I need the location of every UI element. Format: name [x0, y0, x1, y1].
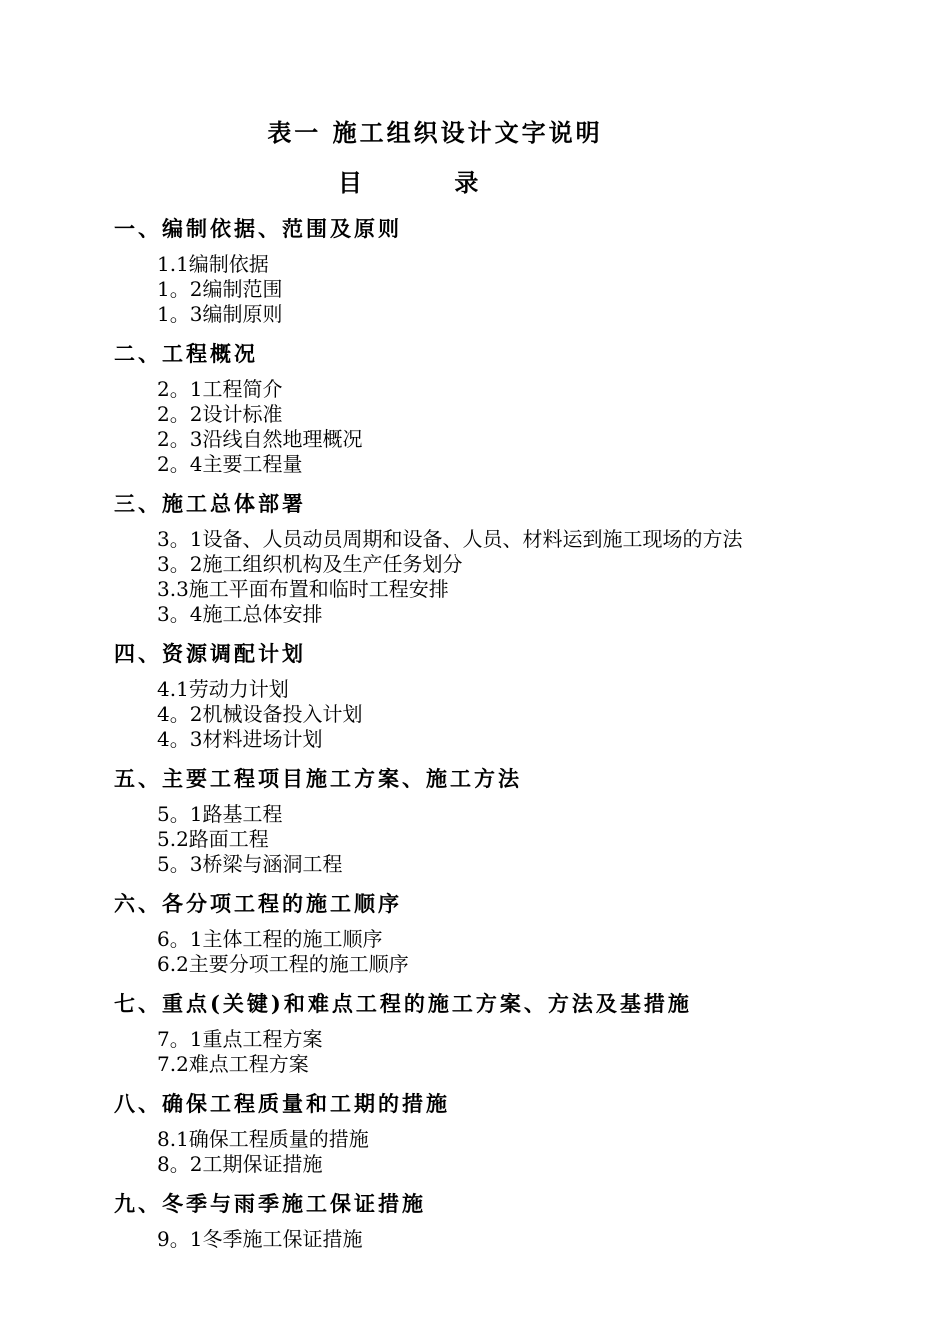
- toc-item: 2。2设计标准: [157, 402, 283, 426]
- toc-item: 3。2施工组织机构及生产任务划分: [157, 552, 463, 576]
- section-title: 八、确保工程质量和工期的措施: [114, 1091, 450, 1116]
- section-title: 四、资源调配计划: [114, 641, 306, 666]
- toc-item: 9。1冬季施工保证措施: [157, 1227, 363, 1251]
- toc-section: [114, 887, 934, 987]
- toc-item: 3。4施工总体安排: [157, 602, 323, 626]
- section-item-list: [114, 521, 934, 637]
- section-title: 五、主要工程项目施工方案、施工方法: [114, 766, 522, 791]
- toc-section: [114, 762, 934, 887]
- section-title: 九、冬季与雨季施工保证措施: [114, 1191, 426, 1216]
- section-item-list: [114, 671, 934, 762]
- section-title: 三、施工总体部署: [114, 491, 306, 516]
- toc-section: [114, 987, 934, 1087]
- toc-item: 4。3材料进场计划: [157, 727, 323, 751]
- section-item-list: [114, 246, 934, 337]
- section-title: 七、重点(关键)和难点工程的施工方案、方法及基措施: [114, 991, 692, 1016]
- toc-item: 7。1重点工程方案: [157, 1027, 323, 1051]
- toc-item: 7.2难点工程方案: [157, 1052, 309, 1076]
- toc-item: 4。2机械设备投入计划: [157, 702, 363, 726]
- toc-item: 8.1确保工程质量的措施: [157, 1127, 369, 1151]
- toc-section: [114, 337, 934, 487]
- toc-section: [114, 487, 934, 637]
- section-item-list: [114, 1121, 934, 1187]
- section-title: 六、各分项工程的施工顺序: [114, 891, 402, 916]
- section-item-list: [114, 371, 934, 487]
- toc-section: [114, 637, 934, 762]
- section-item-list: [114, 796, 934, 887]
- toc-item: 5。3桥梁与涵洞工程: [157, 852, 343, 876]
- toc-heading: 目 录: [338, 168, 521, 197]
- toc-item: 1.1编制依据: [157, 252, 269, 276]
- toc-item: 6。1主体工程的施工顺序: [157, 927, 383, 951]
- toc-section: [114, 212, 934, 337]
- toc-section: [114, 1087, 934, 1187]
- toc-item: 2。1工程简介: [157, 377, 283, 401]
- toc-item: 5.2路面工程: [157, 827, 269, 851]
- toc-item: 4.1劳动力计划: [157, 677, 289, 701]
- toc-sections: [114, 212, 934, 1262]
- document-title: 表一 施工组织设计文字说明: [267, 118, 603, 147]
- toc-item: 1。3编制原则: [157, 302, 283, 326]
- toc-item: 3。1设备、人员动员周期和设备、人员、材料运到施工现场的方法: [157, 527, 743, 551]
- toc-item: 6.2主要分项工程的施工顺序: [157, 952, 409, 976]
- section-title: 二、工程概况: [114, 341, 258, 366]
- toc-item: 1。2编制范围: [157, 277, 283, 301]
- toc-item: 5。1路基工程: [157, 802, 283, 826]
- toc-item: 2。4主要工程量: [157, 452, 303, 476]
- toc-item: 2。3沿线自然地理概况: [157, 427, 363, 451]
- toc-item: 8。2工期保证措施: [157, 1152, 323, 1176]
- section-item-list: [114, 1221, 934, 1262]
- toc-item: 3.3施工平面布置和临时工程安排: [157, 577, 449, 601]
- section-title: 一、编制依据、范围及原则: [114, 216, 402, 241]
- section-item-list: [114, 1021, 934, 1087]
- section-item-list: [114, 921, 934, 987]
- toc-section: [114, 1187, 934, 1262]
